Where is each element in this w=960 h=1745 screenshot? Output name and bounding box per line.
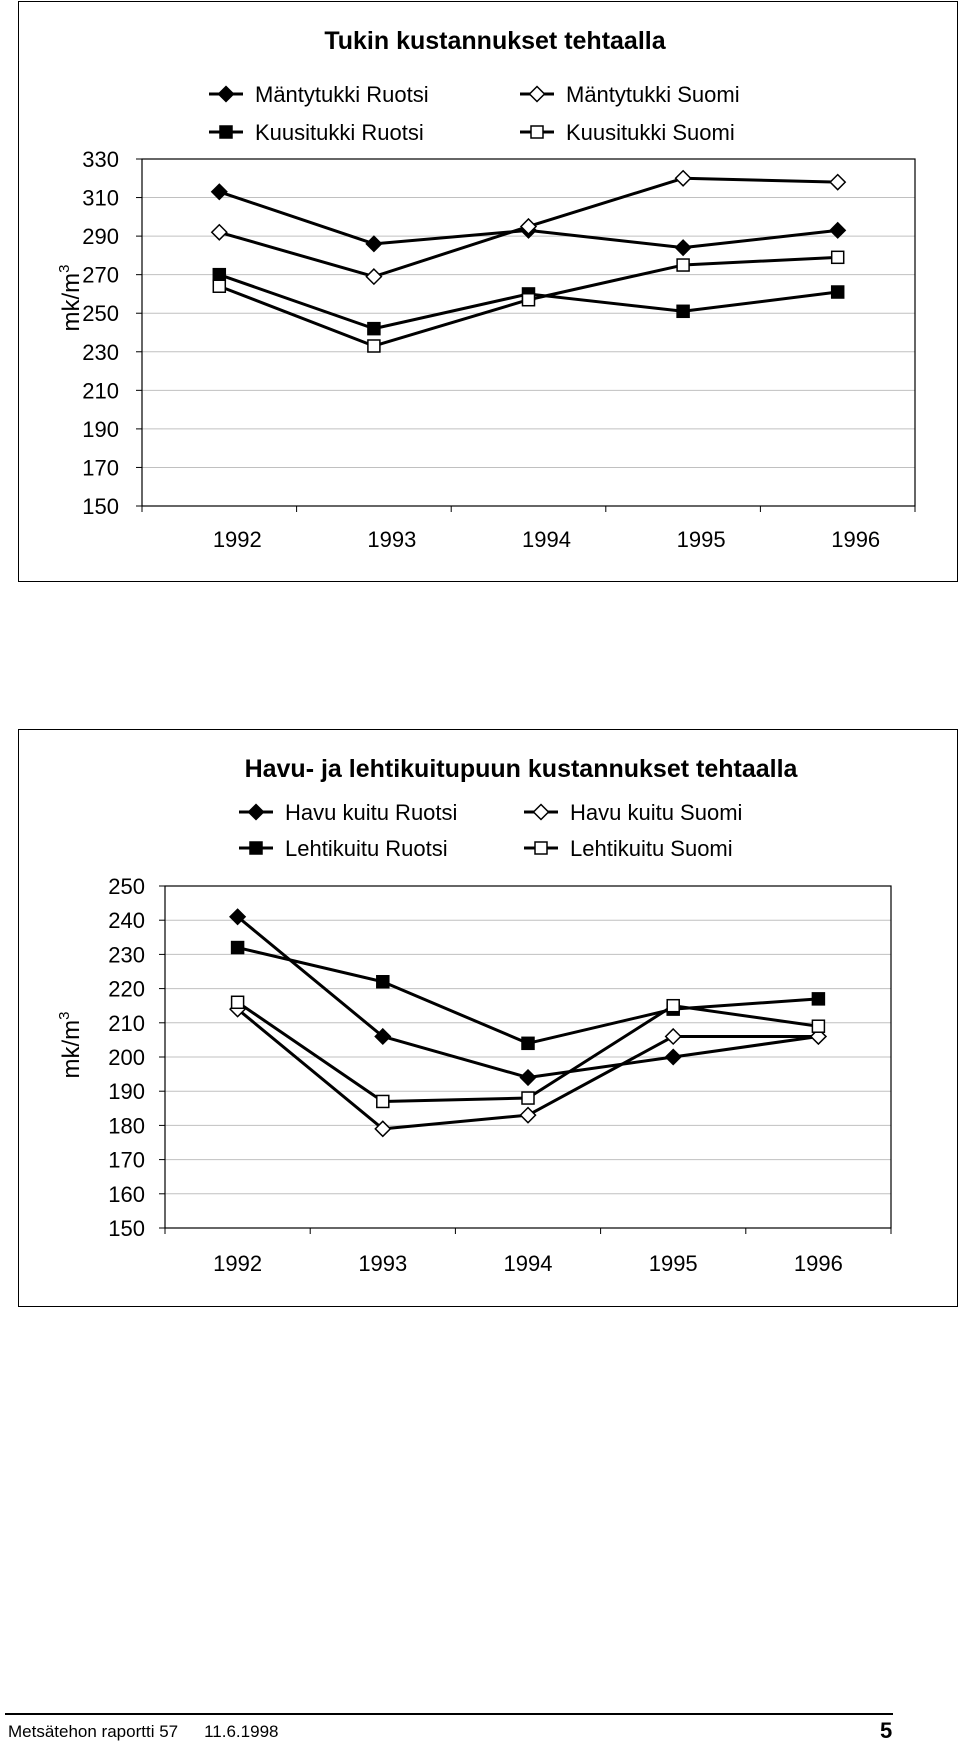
y-tick-label: 250 [82,301,119,327]
y-tick-label: 160 [108,1181,145,1207]
x-tick-label: 1995 [676,527,726,552]
chart-title: Havu- ja lehtikuitupuun kustannukset tehtaalla [244,755,798,783]
y-tick-label: 310 [82,185,119,211]
legend-label: Kuusitukki Ruotsi [255,120,424,145]
data-point [366,236,381,251]
legend-marker [220,126,232,138]
y-tick-label: 170 [82,455,119,481]
y-tick-label: 190 [82,416,119,442]
data-point [213,280,225,292]
x-tick-label: 1992 [212,527,262,552]
y-tick-label: 150 [108,1216,145,1241]
y-tick-label: 270 [82,262,119,288]
chart-svg [19,2,959,583]
y-tick-label: 210 [82,378,119,404]
y-tick-label: 230 [108,942,145,968]
legend-label: Lehtikuitu Suomi [570,836,733,861]
data-point [666,1050,681,1065]
legend-entry [239,836,448,861]
data-point [232,996,244,1008]
y-tick-label: 200 [108,1045,145,1070]
y-axis-label: $mk/m^3$ [56,264,85,332]
series-3 [232,942,825,1050]
series-line [238,948,819,1044]
y-tick-label: 190 [108,1079,145,1105]
legend-marker [249,805,264,820]
footer-divider [5,1713,893,1715]
data-point [523,294,535,306]
y-tick-label: 240 [108,908,145,934]
x-tick-label: 1994 [522,527,571,552]
y-tick-label: 230 [82,339,119,365]
data-point [666,1029,681,1044]
legend-marker [219,87,234,102]
data-point [212,184,227,199]
y-tick-label: 330 [82,147,119,172]
data-point [521,1108,536,1123]
data-point [232,942,244,954]
y-tick-label: 150 [82,494,119,519]
legend-entry [239,800,457,825]
footer-report: Metsätehon raportti 57 [8,1722,179,1741]
y-axis-label-superscript: 3 [56,264,73,273]
y-tick-label: 250 [108,874,145,899]
chart-havu-lehtikuitupuu [18,729,958,1307]
data-point [521,1070,536,1085]
legend-entry [524,800,742,825]
y-axis-label: $mk/m^3$ [56,1011,85,1079]
legend-label: Havu kuitu Suomi [570,800,743,825]
legend-entry [209,82,429,107]
legend-label: Mäntytukki Suomi [566,82,740,107]
footer-date: 11.6.1998 [204,1722,279,1741]
data-point [368,323,380,335]
data-point [377,976,389,988]
legend-marker [250,842,262,854]
y-tick-label: 220 [108,976,145,1002]
footer-info [8,1722,278,1742]
y-tick-label: 290 [82,224,119,250]
legend-entry [520,120,735,145]
legend-marker [535,842,547,854]
data-point [830,223,845,238]
legend-marker [534,805,549,820]
series-line [238,1002,819,1101]
x-tick-label: 1996 [831,527,881,552]
data-point [522,1037,534,1049]
data-point [677,259,689,271]
data-point [377,1095,389,1107]
series-line [238,917,819,1078]
chart-tukin-kustannukset [18,1,958,582]
y-tick-label: 210 [108,1010,145,1036]
data-point [676,240,691,255]
data-point [676,171,691,186]
data-point [830,175,845,190]
data-point [368,340,380,352]
page-footer [0,1713,960,1745]
data-point [832,286,844,298]
data-point [366,269,381,284]
data-point [832,251,844,263]
legend-marker [531,126,543,138]
plot-area [142,159,915,506]
chart-title: Tukin kustannukset tehtaalla [324,27,666,55]
x-tick-label: 1994 [503,1251,553,1276]
data-point [812,993,824,1005]
x-tick-label: 1993 [367,527,417,552]
data-point [522,1092,534,1104]
data-point [212,225,227,240]
y-tick-label: 170 [108,1147,145,1173]
legend-label: Havu kuitu Ruotsi [285,800,458,825]
legend-label: Lehtikuitu Ruotsi [285,836,448,861]
legend-marker [530,87,545,102]
legend-label: Kuusitukki Suomi [566,120,735,145]
legend-entry [209,120,424,145]
page-number: 5 [880,1718,893,1743]
data-point [677,305,689,317]
x-tick-label: 1996 [793,1251,843,1276]
x-tick-label: 1992 [213,1251,263,1276]
y-axis-label-superscript: 3 [56,1011,73,1020]
x-tick-label: 1993 [358,1251,408,1276]
legend-entry [520,82,740,107]
legend-label: Mäntytukki Ruotsi [255,82,429,107]
y-tick-label: 180 [108,1113,145,1139]
series-2 [212,171,845,284]
x-tick-label: 1995 [648,1251,698,1276]
chart-svg [19,730,959,1308]
data-point [213,269,225,281]
legend-entry [524,836,733,861]
data-point [667,1000,679,1012]
data-point [812,1020,824,1032]
